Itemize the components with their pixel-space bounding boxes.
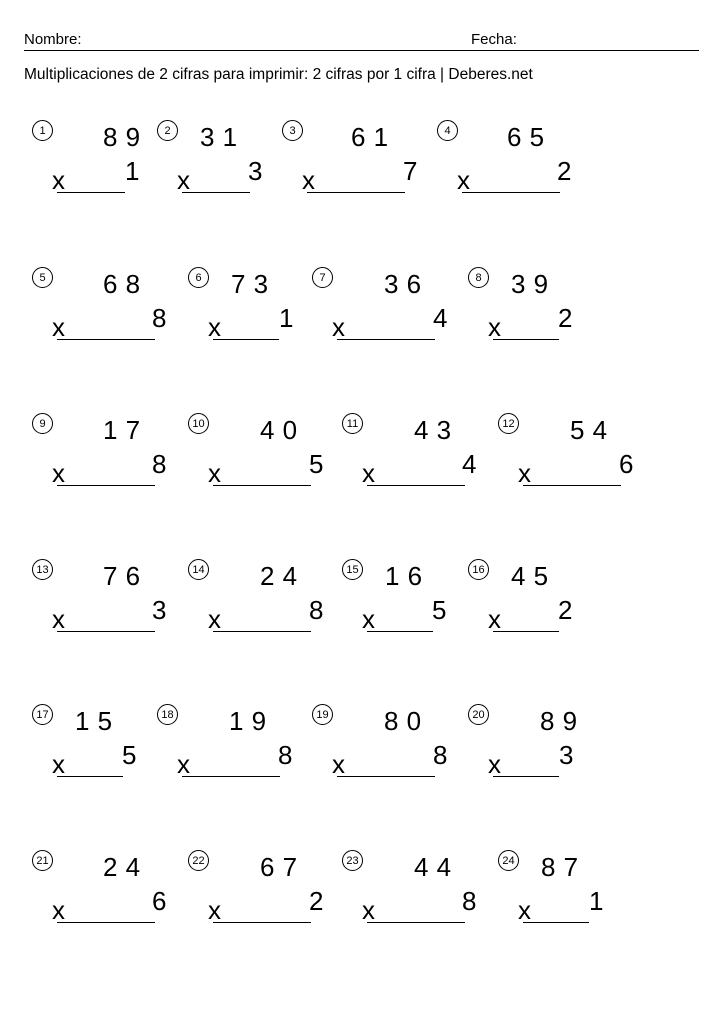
multiply-operator: x: [52, 604, 65, 634]
multiply-operator: x: [208, 604, 221, 634]
multiplicand: 6 8: [103, 269, 141, 299]
multiply-operator: x: [488, 604, 501, 634]
multiplicand: 4 4: [414, 852, 452, 882]
problem-number-badge: 5: [32, 267, 53, 288]
multiply-operator: x: [177, 165, 190, 195]
multiply-operator: x: [332, 749, 345, 779]
multiplier: 8: [433, 740, 448, 770]
problem-12: [498, 413, 648, 493]
multiplier: 3: [248, 156, 263, 186]
problem-number-badge: 17: [32, 704, 53, 725]
problem-10: [188, 413, 338, 493]
multiplier: 7: [403, 156, 418, 186]
answer-line: [57, 631, 155, 632]
answer-line: [337, 339, 435, 340]
answer-line: [213, 339, 279, 340]
multiplier: 1: [125, 156, 140, 186]
multiply-operator: x: [488, 312, 501, 342]
multiplier: 5: [432, 595, 447, 625]
problem-16: [468, 559, 618, 639]
problem-number-badge: 12: [498, 413, 519, 434]
multiplicand: 8 7: [541, 852, 579, 882]
answer-line: [367, 631, 433, 632]
multiplicand: 4 3: [414, 415, 452, 445]
problem-7: [312, 267, 462, 347]
multiply-operator: x: [208, 312, 221, 342]
answer-line: [523, 922, 589, 923]
multiplier: 3: [559, 740, 574, 770]
problem-11: [342, 413, 492, 493]
multiplier: 4: [433, 303, 448, 333]
answer-line: [57, 192, 125, 193]
multiplicand: 8 0: [384, 706, 422, 736]
problem-number-badge: 18: [157, 704, 178, 725]
answer-line: [57, 339, 155, 340]
worksheet-subtitle: Multiplicaciones de 2 cifras para imprimir: 2 cifras por 1 cifra | Deberes.net: [24, 66, 533, 83]
answer-line: [367, 922, 465, 923]
answer-line: [307, 192, 405, 193]
problem-18: [157, 704, 307, 784]
problem-number-badge: 6: [188, 267, 209, 288]
problem-number-badge: 4: [437, 120, 458, 141]
multiplicand: 7 3: [231, 269, 269, 299]
multiply-operator: x: [457, 165, 470, 195]
answer-line: [213, 922, 311, 923]
multiplier: 4: [462, 449, 477, 479]
problem-number-badge: 19: [312, 704, 333, 725]
multiplicand: 3 1: [200, 122, 238, 152]
problem-number-badge: 20: [468, 704, 489, 725]
multiplier: 2: [558, 303, 573, 333]
problem-3: [282, 120, 432, 200]
problem-14: [188, 559, 338, 639]
answer-line: [213, 631, 311, 632]
multiplier: 2: [558, 595, 573, 625]
multiplier: 5: [309, 449, 324, 479]
multiplicand: 4 0: [260, 415, 298, 445]
answer-line: [57, 922, 155, 923]
multiply-operator: x: [488, 749, 501, 779]
problem-number-badge: 7: [312, 267, 333, 288]
date-label: Fecha:: [471, 31, 517, 48]
multiply-operator: x: [362, 604, 375, 634]
multiplicand: 8 9: [103, 122, 141, 152]
answer-line: [182, 776, 280, 777]
problem-number-badge: 3: [282, 120, 303, 141]
problem-number-badge: 15: [342, 559, 363, 580]
answer-line: [523, 485, 621, 486]
header-rule: [24, 50, 699, 51]
problem-number-badge: 23: [342, 850, 363, 871]
multiplier: 8: [152, 449, 167, 479]
problem-number-badge: 8: [468, 267, 489, 288]
multiplier: 2: [557, 156, 572, 186]
problem-24: [498, 850, 648, 930]
answer-line: [367, 485, 465, 486]
multiply-operator: x: [362, 458, 375, 488]
multiply-operator: x: [302, 165, 315, 195]
multiplier: 2: [309, 886, 324, 916]
answer-line: [493, 776, 559, 777]
multiply-operator: x: [177, 749, 190, 779]
multiplicand: 6 1: [351, 122, 389, 152]
problem-9: [32, 413, 182, 493]
problem-number-badge: 24: [498, 850, 519, 871]
multiplicand: 6 7: [260, 852, 298, 882]
problem-19: [312, 704, 462, 784]
multiplicand: 1 6: [385, 561, 423, 591]
multiplier: 8: [309, 595, 324, 625]
problem-number-badge: 21: [32, 850, 53, 871]
answer-line: [493, 339, 559, 340]
multiply-operator: x: [362, 895, 375, 925]
multiply-operator: x: [52, 895, 65, 925]
multiplier: 3: [152, 595, 167, 625]
multiply-operator: x: [208, 895, 221, 925]
multiply-operator: x: [52, 312, 65, 342]
multiplicand: 3 6: [384, 269, 422, 299]
name-label: Nombre:: [24, 31, 82, 48]
problem-number-badge: 11: [342, 413, 363, 434]
problem-number-badge: 1: [32, 120, 53, 141]
multiply-operator: x: [208, 458, 221, 488]
problem-number-badge: 22: [188, 850, 209, 871]
multiplicand: 5 4: [570, 415, 608, 445]
answer-line: [337, 776, 435, 777]
multiply-operator: x: [52, 749, 65, 779]
answer-line: [182, 192, 250, 193]
problem-13: [32, 559, 182, 639]
multiplicand: 1 5: [75, 706, 113, 736]
multiplier: 8: [152, 303, 167, 333]
multiplier: 6: [152, 886, 167, 916]
problem-21: [32, 850, 182, 930]
multiply-operator: x: [52, 458, 65, 488]
multiply-operator: x: [52, 165, 65, 195]
multiplier: 5: [122, 740, 137, 770]
problem-22: [188, 850, 338, 930]
answer-line: [493, 631, 559, 632]
multiplier: 6: [619, 449, 634, 479]
multiply-operator: x: [332, 312, 345, 342]
answer-line: [213, 485, 311, 486]
problem-number-badge: 16: [468, 559, 489, 580]
multiplicand: 6 5: [507, 122, 545, 152]
answer-line: [57, 485, 155, 486]
multiplicand: 8 9: [540, 706, 578, 736]
multiplier: 8: [278, 740, 293, 770]
problem-number-badge: 10: [188, 413, 209, 434]
multiplicand: 7 6: [103, 561, 141, 591]
multiplier: 1: [589, 886, 604, 916]
multiply-operator: x: [518, 458, 531, 488]
problem-5: [32, 267, 182, 347]
multiply-operator: x: [518, 895, 531, 925]
problem-number-badge: 14: [188, 559, 209, 580]
problem-number-badge: 9: [32, 413, 53, 434]
problem-23: [342, 850, 492, 930]
multiplicand: 2 4: [260, 561, 298, 591]
multiplicand: 2 4: [103, 852, 141, 882]
answer-line: [57, 776, 123, 777]
multiplicand: 1 7: [103, 415, 141, 445]
multiplicand: 4 5: [511, 561, 549, 591]
problem-20: [468, 704, 618, 784]
problem-number-badge: 2: [157, 120, 178, 141]
multiplier: 1: [279, 303, 294, 333]
multiplicand: 3 9: [511, 269, 549, 299]
multiplier: 8: [462, 886, 477, 916]
problem-number-badge: 13: [32, 559, 53, 580]
answer-line: [462, 192, 560, 193]
problem-8: [468, 267, 618, 347]
problem-4: [437, 120, 587, 200]
multiplicand: 1 9: [229, 706, 267, 736]
